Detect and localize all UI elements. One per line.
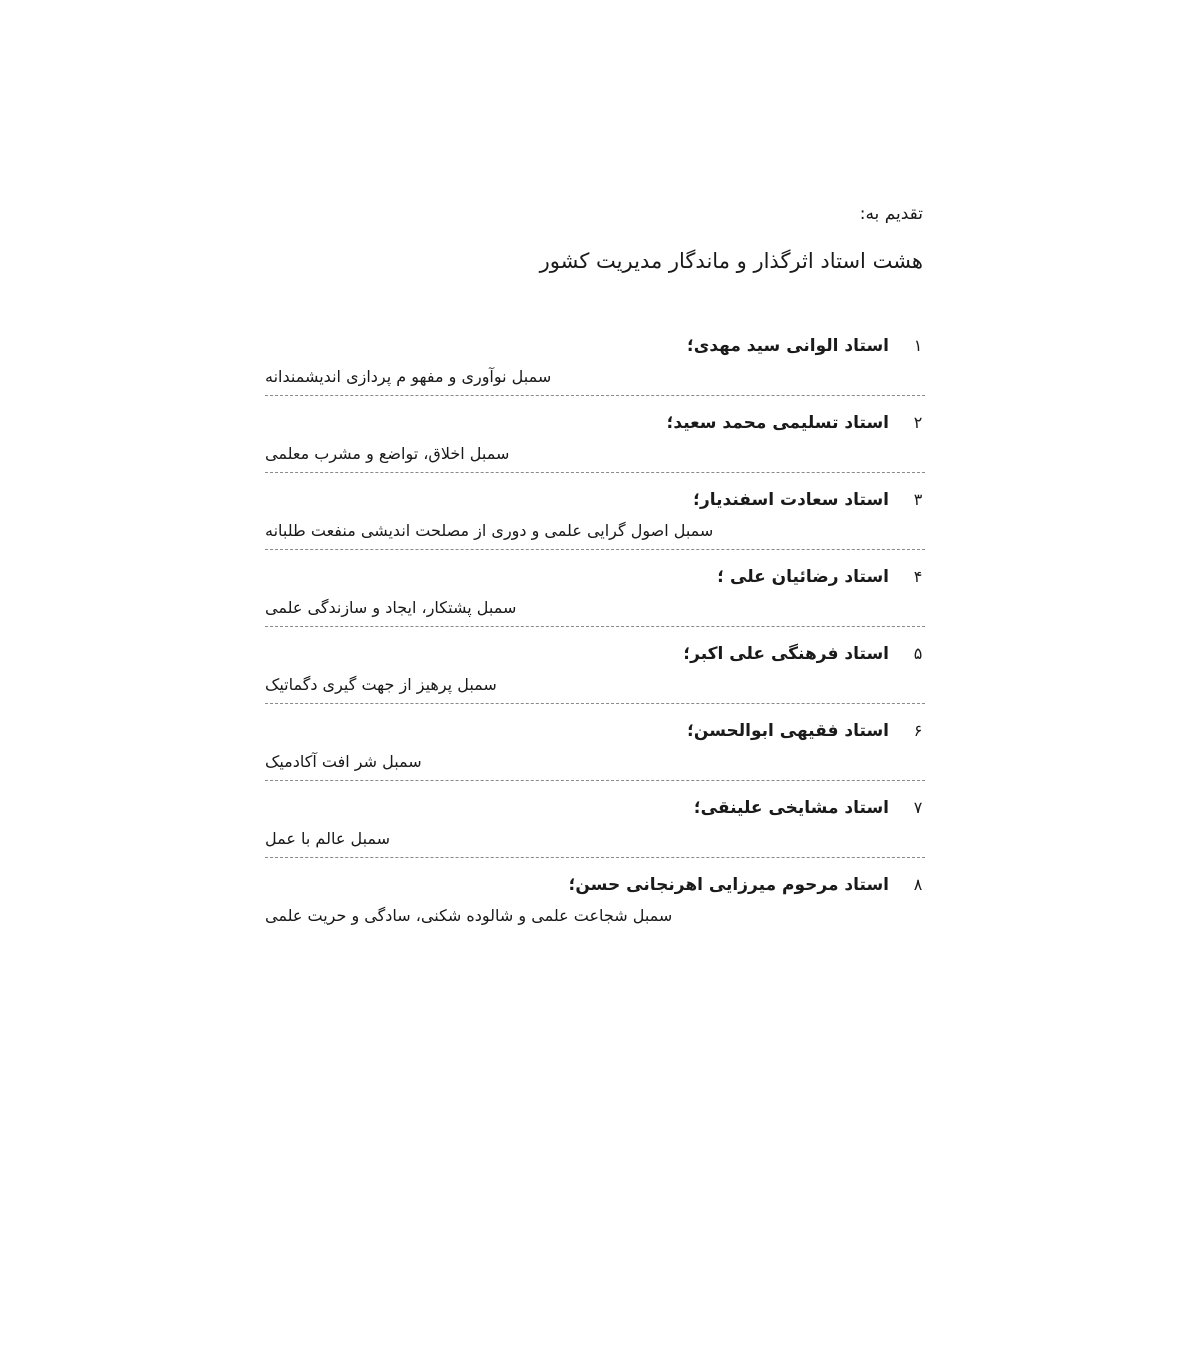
entry-description-row: [265, 826, 925, 852]
dashed-divider: [265, 626, 925, 627]
entry-description: سمبل پشتکار، ایجاد و سازندگی علمی: [265, 598, 517, 617]
list-item: [265, 871, 925, 948]
entry-heading: [265, 409, 925, 437]
entry-number: ۲: [913, 413, 923, 432]
list-item: [265, 563, 925, 640]
entry-heading: [265, 871, 925, 899]
entry-heading: [265, 563, 925, 591]
entry-description: سمبل شجاعت علمی و شالوده شکنی، سادگی و حریت علمی: [265, 906, 673, 925]
list-item: [265, 409, 925, 486]
entry-description: سمبل اصول گرایی علمی و دوری از مصلحت اندیشی منفعت طلبانه: [265, 521, 714, 540]
dashed-divider: [265, 857, 925, 858]
dedication-list: [265, 332, 925, 948]
entry-name: استاد الوانی سید مهدی؛: [686, 336, 889, 356]
entry-number: ۱: [913, 336, 923, 355]
entry-heading: [265, 486, 925, 514]
entry-number: ۴: [913, 567, 923, 586]
entry-heading: [265, 717, 925, 745]
dedication-title: هشت استاد اثرگذار و ماندگار مدیریت کشور: [539, 249, 923, 273]
dashed-divider: [265, 472, 925, 473]
entry-name: استاد مشایخی علینقی؛: [693, 798, 889, 818]
dashed-divider: [265, 395, 925, 396]
list-item: [265, 717, 925, 794]
entry-name: استاد فرهنگی علی اکبر؛: [683, 644, 889, 664]
dashed-divider: [265, 703, 925, 704]
dedication-label: تقدیم به:: [859, 204, 923, 224]
entry-number: ۵: [913, 644, 923, 663]
entry-description-row: [265, 364, 925, 390]
entry-description-row: [265, 903, 925, 929]
entry-name: استاد سعادت اسفندیار؛: [693, 490, 889, 510]
entry-heading: [265, 794, 925, 822]
entry-description-row: [265, 595, 925, 621]
entry-description: سمبل نوآوری و مفهو م پردازی اندیشمندانه: [265, 367, 552, 386]
entry-description: سمبل عالم با عمل: [265, 829, 391, 848]
list-item: [265, 486, 925, 563]
list-item: [265, 332, 925, 409]
entry-name: استاد رضائیان علی ؛: [717, 567, 889, 587]
entry-number: ۷: [913, 798, 923, 817]
entry-name: استاد فقیهی ابوالحسن؛: [687, 721, 889, 741]
entry-description-row: [265, 749, 925, 775]
entry-name: استاد مرحوم میرزایی اهرنجانی حسن؛: [568, 875, 889, 895]
entry-heading: [265, 332, 925, 360]
dashed-divider: [265, 780, 925, 781]
entry-number: ۶: [913, 721, 923, 740]
entry-number: ۳: [913, 490, 923, 509]
entry-description-row: [265, 441, 925, 467]
entry-description: سمبل اخلاق، تواضع و مشرب معلمی: [265, 444, 510, 463]
list-item: [265, 640, 925, 717]
entry-description: سمبل پرهیز از جهت گیری دگماتیک: [265, 675, 497, 694]
entry-name: استاد تسلیمی محمد سعید؛: [666, 413, 889, 433]
entry-number: ۸: [913, 875, 923, 894]
entry-description: سمبل شر افت آکادمیک: [265, 752, 422, 771]
dashed-divider: [265, 549, 925, 550]
entry-description-row: [265, 518, 925, 544]
entry-description-row: [265, 672, 925, 698]
entry-heading: [265, 640, 925, 668]
dedication-section: [265, 200, 925, 948]
list-item: [265, 794, 925, 871]
